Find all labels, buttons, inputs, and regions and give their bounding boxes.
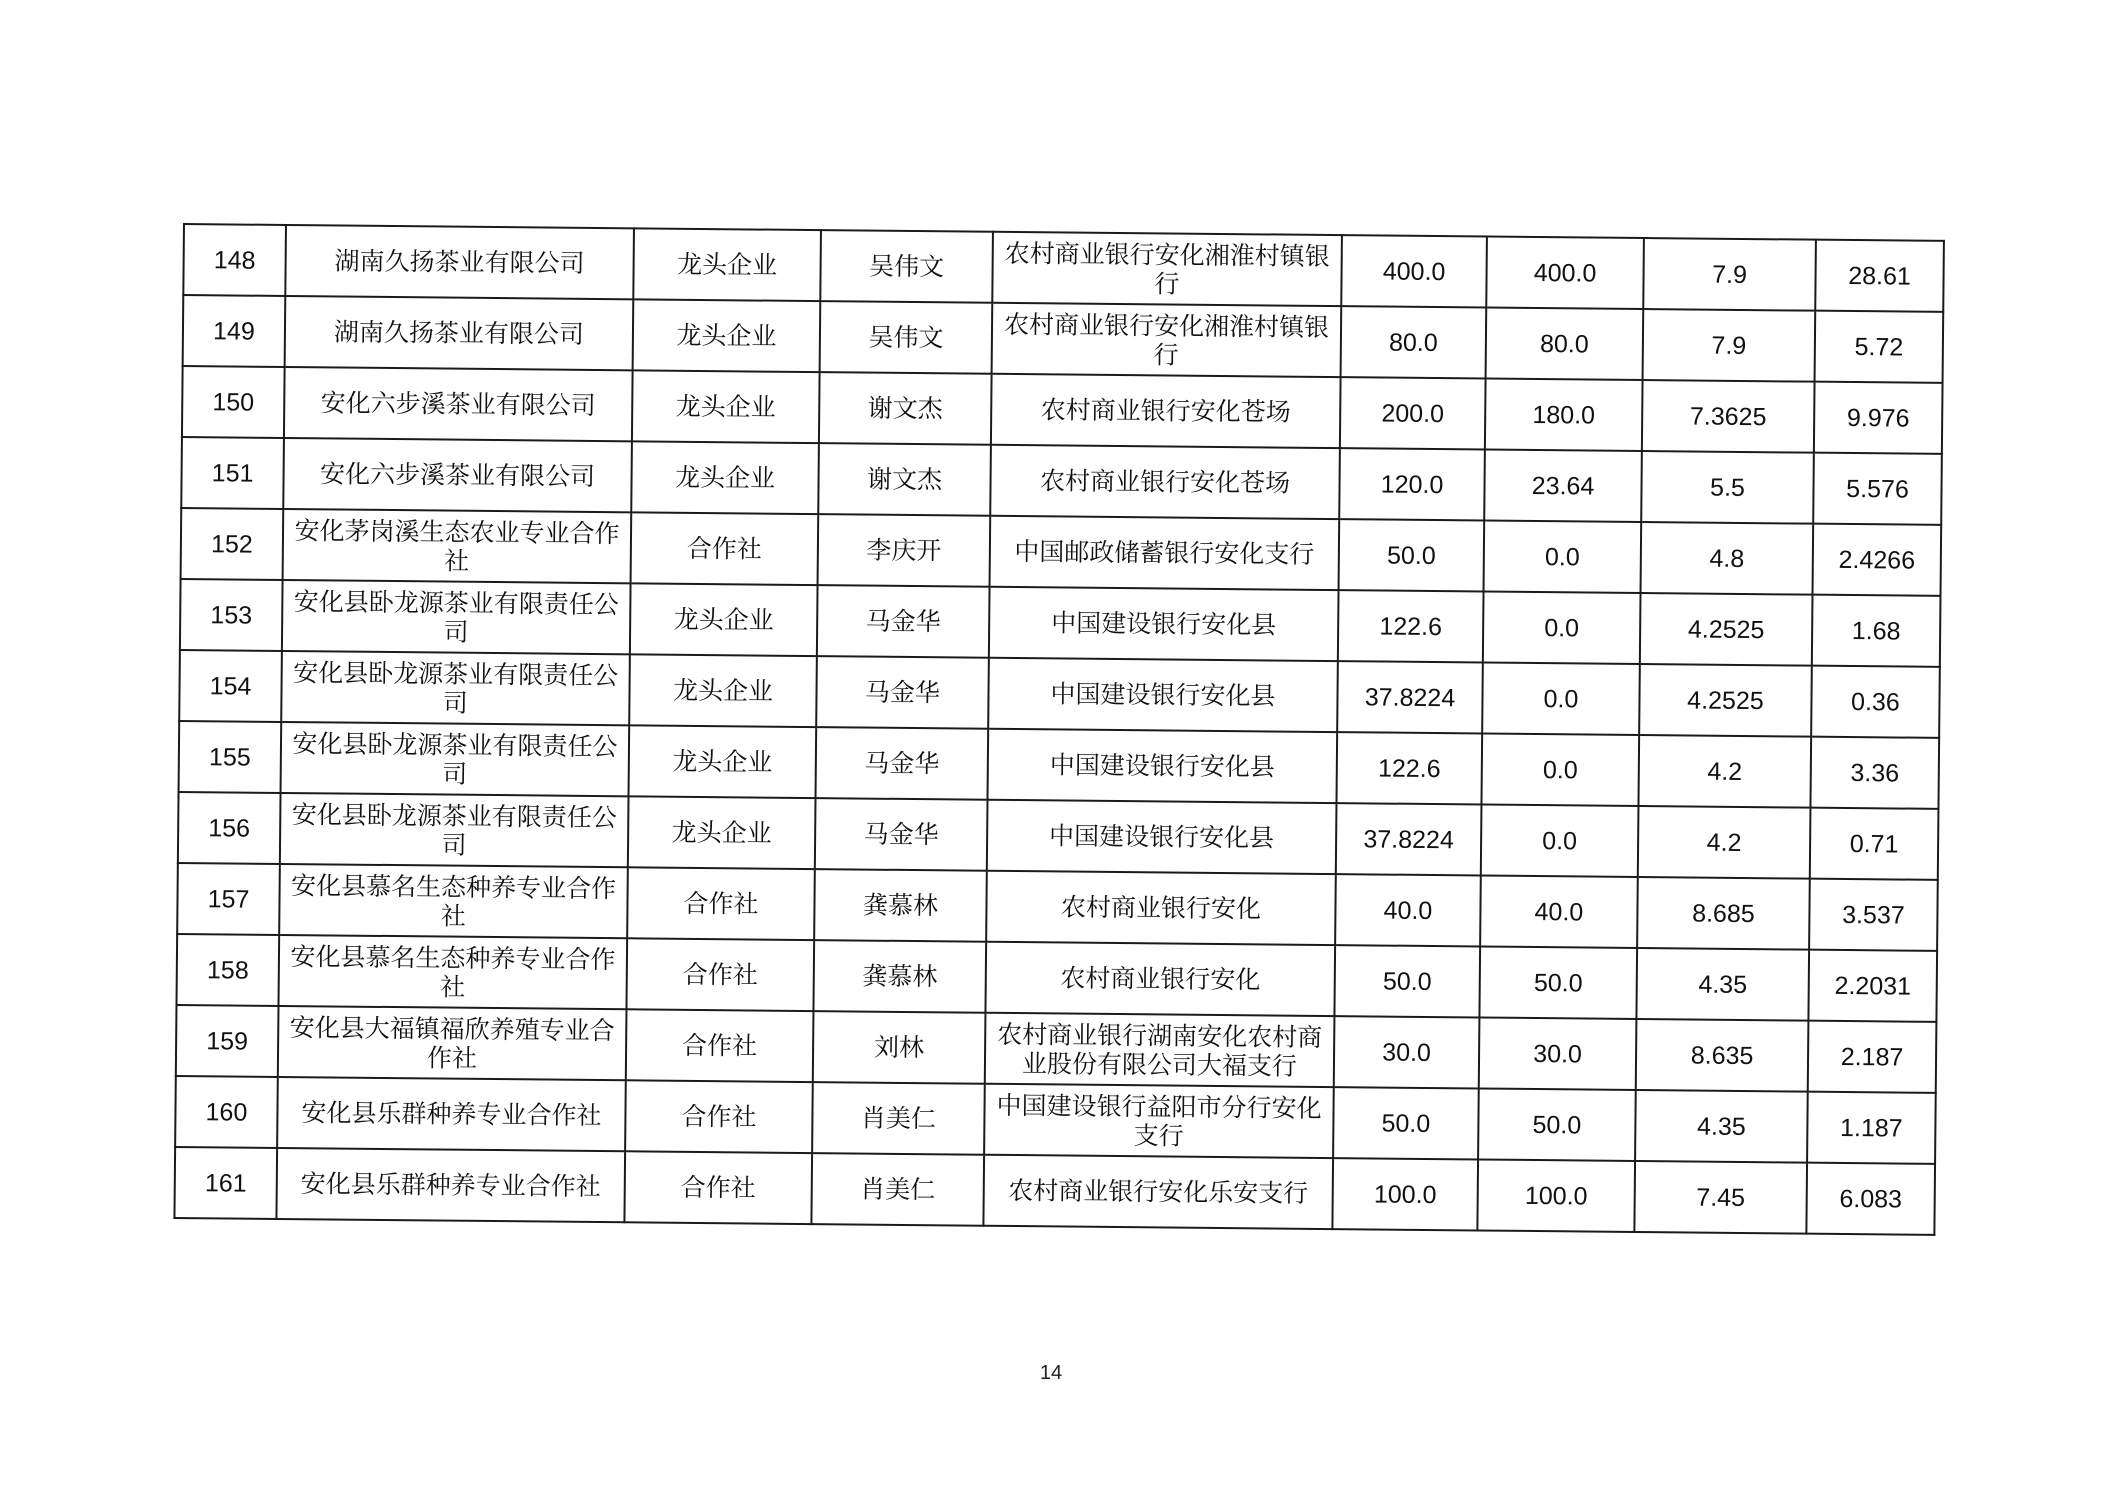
bank-name-cell: 农村商业银行安化乐安支行 xyxy=(983,1155,1333,1229)
entity-type-cell: 合作社 xyxy=(626,938,814,1011)
bank-name-cell: 农村商业银行安化湘淮村镇银行 xyxy=(992,232,1342,306)
value-cell: 0.71 xyxy=(1810,808,1939,880)
row-number-cell: 152 xyxy=(181,508,284,580)
rate-cell: 4.2525 xyxy=(1640,593,1813,666)
value-cell: 0.36 xyxy=(1811,666,1940,738)
bank-name-cell: 中国建设银行安化县 xyxy=(988,729,1338,803)
row-number-cell: 148 xyxy=(183,224,286,296)
rate-cell: 4.8 xyxy=(1641,522,1814,595)
value-cell: 5.72 xyxy=(1815,311,1944,383)
amount-1-cell: 400.0 xyxy=(1341,235,1487,307)
bank-name-cell: 农村商业银行湖南安化农村商业股份有限公司大福支行 xyxy=(985,1013,1335,1087)
row-number-cell: 159 xyxy=(176,1005,279,1077)
amount-2-cell: 23.64 xyxy=(1484,450,1642,523)
entity-type-cell: 龙头企业 xyxy=(628,796,816,869)
person-name-cell: 龚慕林 xyxy=(814,869,987,942)
row-number-cell: 160 xyxy=(175,1076,278,1148)
entity-type-cell: 合作社 xyxy=(624,1151,812,1224)
table-body xyxy=(174,224,1943,1235)
rate-cell: 4.2 xyxy=(1638,806,1811,879)
value-cell: 28.61 xyxy=(1815,240,1944,312)
amount-2-cell: 0.0 xyxy=(1481,733,1639,806)
entity-type-cell: 龙头企业 xyxy=(630,583,818,656)
person-name-cell: 李庆开 xyxy=(818,514,991,587)
company-name-cell: 安化县大福镇福欣养殖专业合作社 xyxy=(278,1006,627,1080)
amount-2-cell: 40.0 xyxy=(1480,875,1638,948)
bank-name-cell: 农村商业银行安化苍场 xyxy=(991,374,1341,448)
company-name-cell: 安化六步溪茶业有限公司 xyxy=(284,367,633,441)
company-name-cell: 湖南久扬茶业有限公司 xyxy=(285,225,634,299)
rate-cell: 7.9 xyxy=(1643,238,1816,311)
value-cell: 5.576 xyxy=(1813,453,1942,525)
entity-type-cell: 龙头企业 xyxy=(633,228,821,301)
entity-type-cell: 龙头企业 xyxy=(632,370,820,443)
amount-2-cell: 180.0 xyxy=(1485,379,1643,452)
rate-cell: 7.9 xyxy=(1643,309,1816,382)
person-name-cell: 马金华 xyxy=(817,585,990,658)
amount-1-cell: 100.0 xyxy=(1332,1158,1478,1230)
bank-name-cell: 中国建设银行安化县 xyxy=(987,800,1337,874)
loan-table xyxy=(173,223,1944,1236)
amount-1-cell: 50.0 xyxy=(1339,519,1485,591)
company-name-cell: 安化县卧龙源茶业有限责任公司 xyxy=(281,651,630,725)
bank-name-cell: 农村商业银行安化苍场 xyxy=(990,445,1340,519)
amount-1-cell: 122.6 xyxy=(1336,732,1482,804)
rate-cell: 4.2525 xyxy=(1639,664,1812,737)
row-number-cell: 161 xyxy=(174,1147,277,1219)
rate-cell: 4.35 xyxy=(1636,948,1809,1021)
row-number-cell: 149 xyxy=(183,295,286,367)
amount-1-cell: 40.0 xyxy=(1335,874,1481,946)
amount-1-cell: 80.0 xyxy=(1341,306,1487,378)
table-container xyxy=(173,223,1942,1236)
entity-type-cell: 龙头企业 xyxy=(629,654,817,727)
person-name-cell: 马金华 xyxy=(816,656,989,729)
value-cell: 3.36 xyxy=(1810,737,1939,809)
amount-2-cell: 0.0 xyxy=(1481,804,1639,877)
person-name-cell: 吴伟文 xyxy=(820,301,993,374)
row-number-cell: 157 xyxy=(177,863,280,935)
company-name-cell: 安化六步溪茶业有限公司 xyxy=(283,438,632,512)
amount-2-cell: 100.0 xyxy=(1477,1159,1635,1232)
company-name-cell: 安化县慕名生态种养专业合作社 xyxy=(279,864,628,938)
entity-type-cell: 龙头企业 xyxy=(631,441,819,514)
value-cell: 3.537 xyxy=(1809,879,1938,951)
company-name-cell: 安化茅岗溪生态农业专业合作社 xyxy=(283,509,632,583)
company-name-cell: 安化县乐群种养专业合作社 xyxy=(277,1077,626,1151)
rate-cell: 4.2 xyxy=(1638,735,1811,808)
value-cell: 2.4266 xyxy=(1813,524,1942,596)
amount-1-cell: 200.0 xyxy=(1340,377,1486,449)
bank-name-cell: 中国建设银行安化县 xyxy=(989,587,1339,661)
company-name-cell: 安化县乐群种养专业合作社 xyxy=(276,1148,625,1222)
person-name-cell: 马金华 xyxy=(816,727,989,800)
company-name-cell: 安化县卧龙源茶业有限责任公司 xyxy=(281,722,630,796)
rate-cell: 7.3625 xyxy=(1642,380,1815,453)
entity-type-cell: 龙头企业 xyxy=(633,299,821,372)
amount-1-cell: 122.6 xyxy=(1338,590,1484,662)
rate-cell: 8.685 xyxy=(1637,877,1810,950)
rate-cell: 8.635 xyxy=(1636,1019,1809,1092)
page-number: 14 xyxy=(1039,1362,1063,1384)
person-name-cell: 谢文杰 xyxy=(818,443,991,516)
row-number-cell: 151 xyxy=(181,437,284,509)
bank-name-cell: 中国建设银行益阳市分行安化支行 xyxy=(984,1084,1334,1158)
rate-cell: 4.35 xyxy=(1635,1090,1808,1163)
value-cell: 6.083 xyxy=(1806,1163,1935,1235)
entity-type-cell: 合作社 xyxy=(627,867,815,940)
rate-cell: 7.45 xyxy=(1634,1161,1807,1234)
row-number-cell: 150 xyxy=(182,366,285,438)
entity-type-cell: 合作社 xyxy=(626,1009,814,1082)
row-number-cell: 156 xyxy=(178,792,281,864)
person-name-cell: 吴伟文 xyxy=(820,230,993,303)
amount-2-cell: 50.0 xyxy=(1479,946,1637,1019)
amount-1-cell: 37.8224 xyxy=(1337,661,1483,733)
amount-2-cell: 0.0 xyxy=(1482,662,1640,735)
value-cell: 2.187 xyxy=(1808,1021,1937,1093)
person-name-cell: 刘林 xyxy=(813,1011,986,1084)
amount-1-cell: 50.0 xyxy=(1334,945,1480,1017)
bank-name-cell: 中国建设银行安化县 xyxy=(988,658,1338,732)
value-cell: 9.976 xyxy=(1814,382,1943,454)
person-name-cell: 龚慕林 xyxy=(813,940,986,1013)
company-name-cell: 安化县慕名生态种养专业合作社 xyxy=(278,935,627,1009)
amount-1-cell: 50.0 xyxy=(1333,1087,1479,1159)
entity-type-cell: 龙头企业 xyxy=(629,725,817,798)
row-number-cell: 155 xyxy=(179,721,282,793)
value-cell: 1.68 xyxy=(1812,595,1941,667)
amount-1-cell: 120.0 xyxy=(1339,448,1485,520)
amount-2-cell: 0.0 xyxy=(1483,592,1641,665)
amount-2-cell: 50.0 xyxy=(1478,1088,1636,1161)
bank-name-cell: 农村商业银行安化湘淮村镇银行 xyxy=(992,303,1342,377)
company-name-cell: 安化县卧龙源茶业有限责任公司 xyxy=(282,580,631,654)
person-name-cell: 谢文杰 xyxy=(819,372,992,445)
amount-2-cell: 80.0 xyxy=(1486,308,1644,381)
value-cell: 2.2031 xyxy=(1808,950,1937,1022)
row-number-cell: 158 xyxy=(176,934,279,1006)
amount-2-cell: 400.0 xyxy=(1486,237,1644,310)
person-name-cell: 肖美仁 xyxy=(812,1082,985,1155)
value-cell: 1.187 xyxy=(1807,1092,1936,1164)
person-name-cell: 马金华 xyxy=(815,798,988,871)
bank-name-cell: 农村商业银行安化 xyxy=(985,942,1335,1016)
bank-name-cell: 农村商业银行安化 xyxy=(986,871,1336,945)
company-name-cell: 湖南久扬茶业有限公司 xyxy=(285,296,634,370)
amount-1-cell: 30.0 xyxy=(1334,1016,1480,1088)
row-number-cell: 154 xyxy=(179,650,282,722)
bank-name-cell: 中国邮政储蓄银行安化支行 xyxy=(990,516,1340,590)
amount-2-cell: 30.0 xyxy=(1479,1017,1637,1090)
amount-1-cell: 37.8224 xyxy=(1336,803,1482,875)
amount-2-cell: 0.0 xyxy=(1484,521,1642,594)
entity-type-cell: 合作社 xyxy=(625,1080,813,1153)
company-name-cell: 安化县卧龙源茶业有限责任公司 xyxy=(280,793,629,867)
rate-cell: 5.5 xyxy=(1641,451,1814,524)
person-name-cell: 肖美仁 xyxy=(811,1153,984,1226)
entity-type-cell: 合作社 xyxy=(631,512,819,585)
row-number-cell: 153 xyxy=(180,579,283,651)
